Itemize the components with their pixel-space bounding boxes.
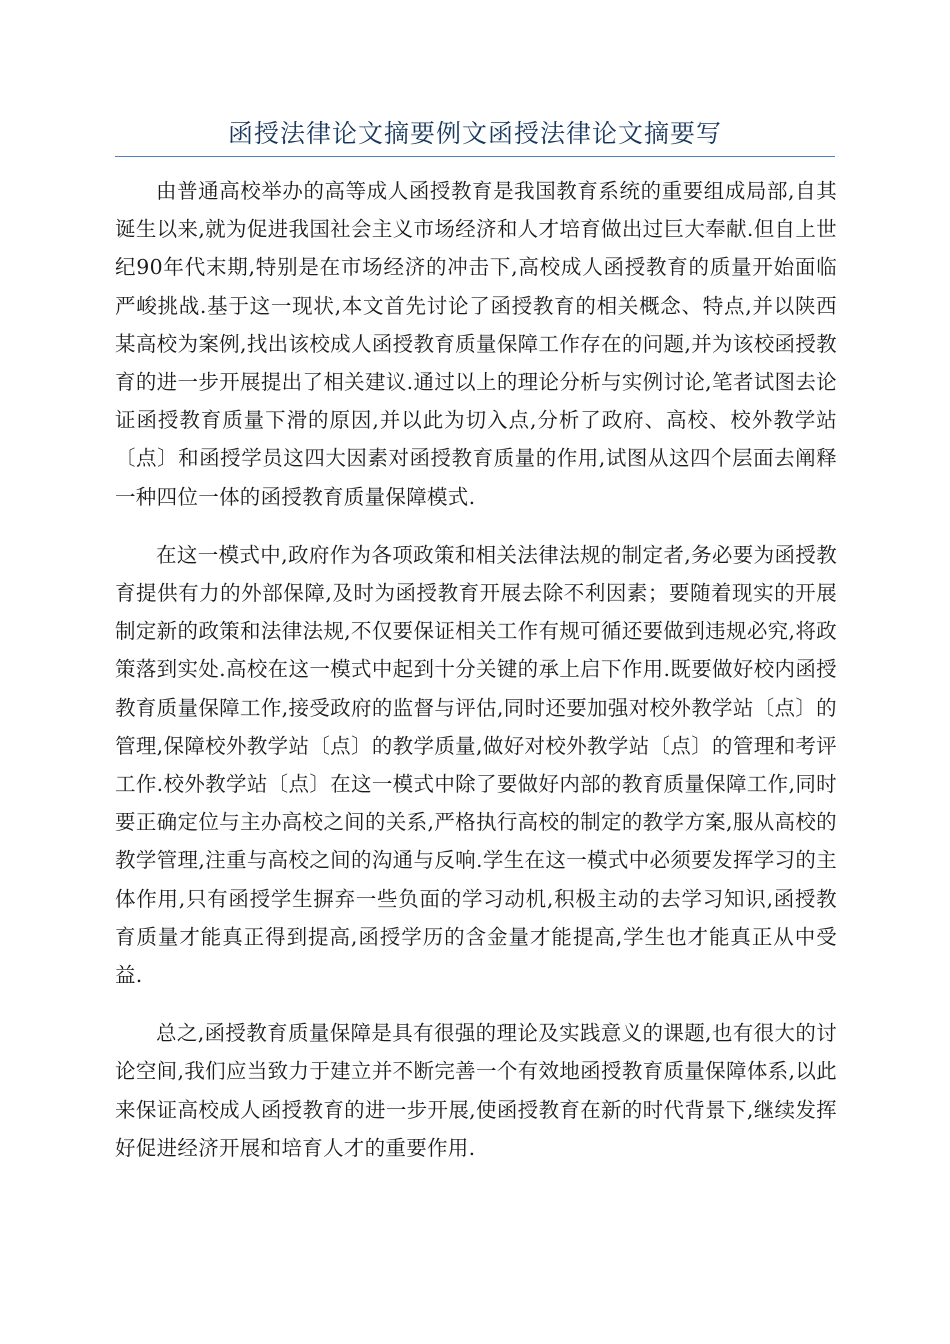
- paragraph-abstract-intro: 由普通高校举办的高等成人函授教育是我国教育系统的重要组成局部,自其诞生以来,就为促进我国社会主义市场经济和人才培育做出过巨大奉献.但自上世纪90年代末期,特别是在市场经济的冲击下,高校成人函授教育的质量开始面临严峻挑战.基于这一现状,本文首先讨论了函授教育的相关概念、特点,并以陕西某高校为案例,找出该校成人函授教育质量保障工作存在的问题,并为该校函授教育的进一步开展提出了相关建议.通过以上的理论分析与实例讨论,笔者试图去论证函授教育质量下滑的原因,并以此为切入点,分析了政府、高校、校外教学站〔点〕和函授学员这四大因素对函授教育质量的作用,试图从这四个层面去阐释一种四位一体的函授教育质量保障模式.: [115, 179, 837, 509]
- page-title: 函授法律论文摘要例文函授法律论文摘要写: [227, 119, 722, 148]
- title-block: [115, 112, 835, 157]
- paragraph-model-description: 在这一模式中,政府作为各项政策和相关法律法规的制定者,务必要为函授教育提供有力的外部保障,及时为函授教育开展去除不利因素；要随着现实的开展制定新的政策和法律法规,不仅要保证相关工作有规可循还要做到违规必究,将政策落到实处.高校在这一模式中起到十分关键的承上启下作用.既要做好校内函授教育质量保障工作,接受政府的监督与评估,同时还要加强对校外教学站〔点〕的管理,保障校外教学站〔点〕的教学质量,做好对校外教学站〔点〕的管理和考评工作.校外教学站〔点〕在这一模式中除了要做好内部的教育质量保障工作,同时要正确定位与主办高校之间的关系,严格执行高校的制定的教学方案,服从高校的教学管理,注重与高校之间的沟通与反响.学生在这一模式中必须要发挥学习的主体作用,只有函授学生摒弃一些负面的学习动机,积极主动的去学习知识,函授教育质量才能真正得到提高,函授学历的含金量才能提高,学生也才能真正从中受益.: [115, 542, 837, 988]
- document-body: [115, 172, 837, 1187]
- paragraph-conclusion: 总之,函授教育质量保障是具有很强的理论及实践意义的课题,也有很大的讨论空间,我们应当致力于建立并不断完善一个有效地函授教育质量保障体系,以此来保证高校成人函授教育的进一步开展,使函授教育在新的时代背景下,继续发挥好促进经济开展和培育人才的重要作用.: [115, 1021, 837, 1160]
